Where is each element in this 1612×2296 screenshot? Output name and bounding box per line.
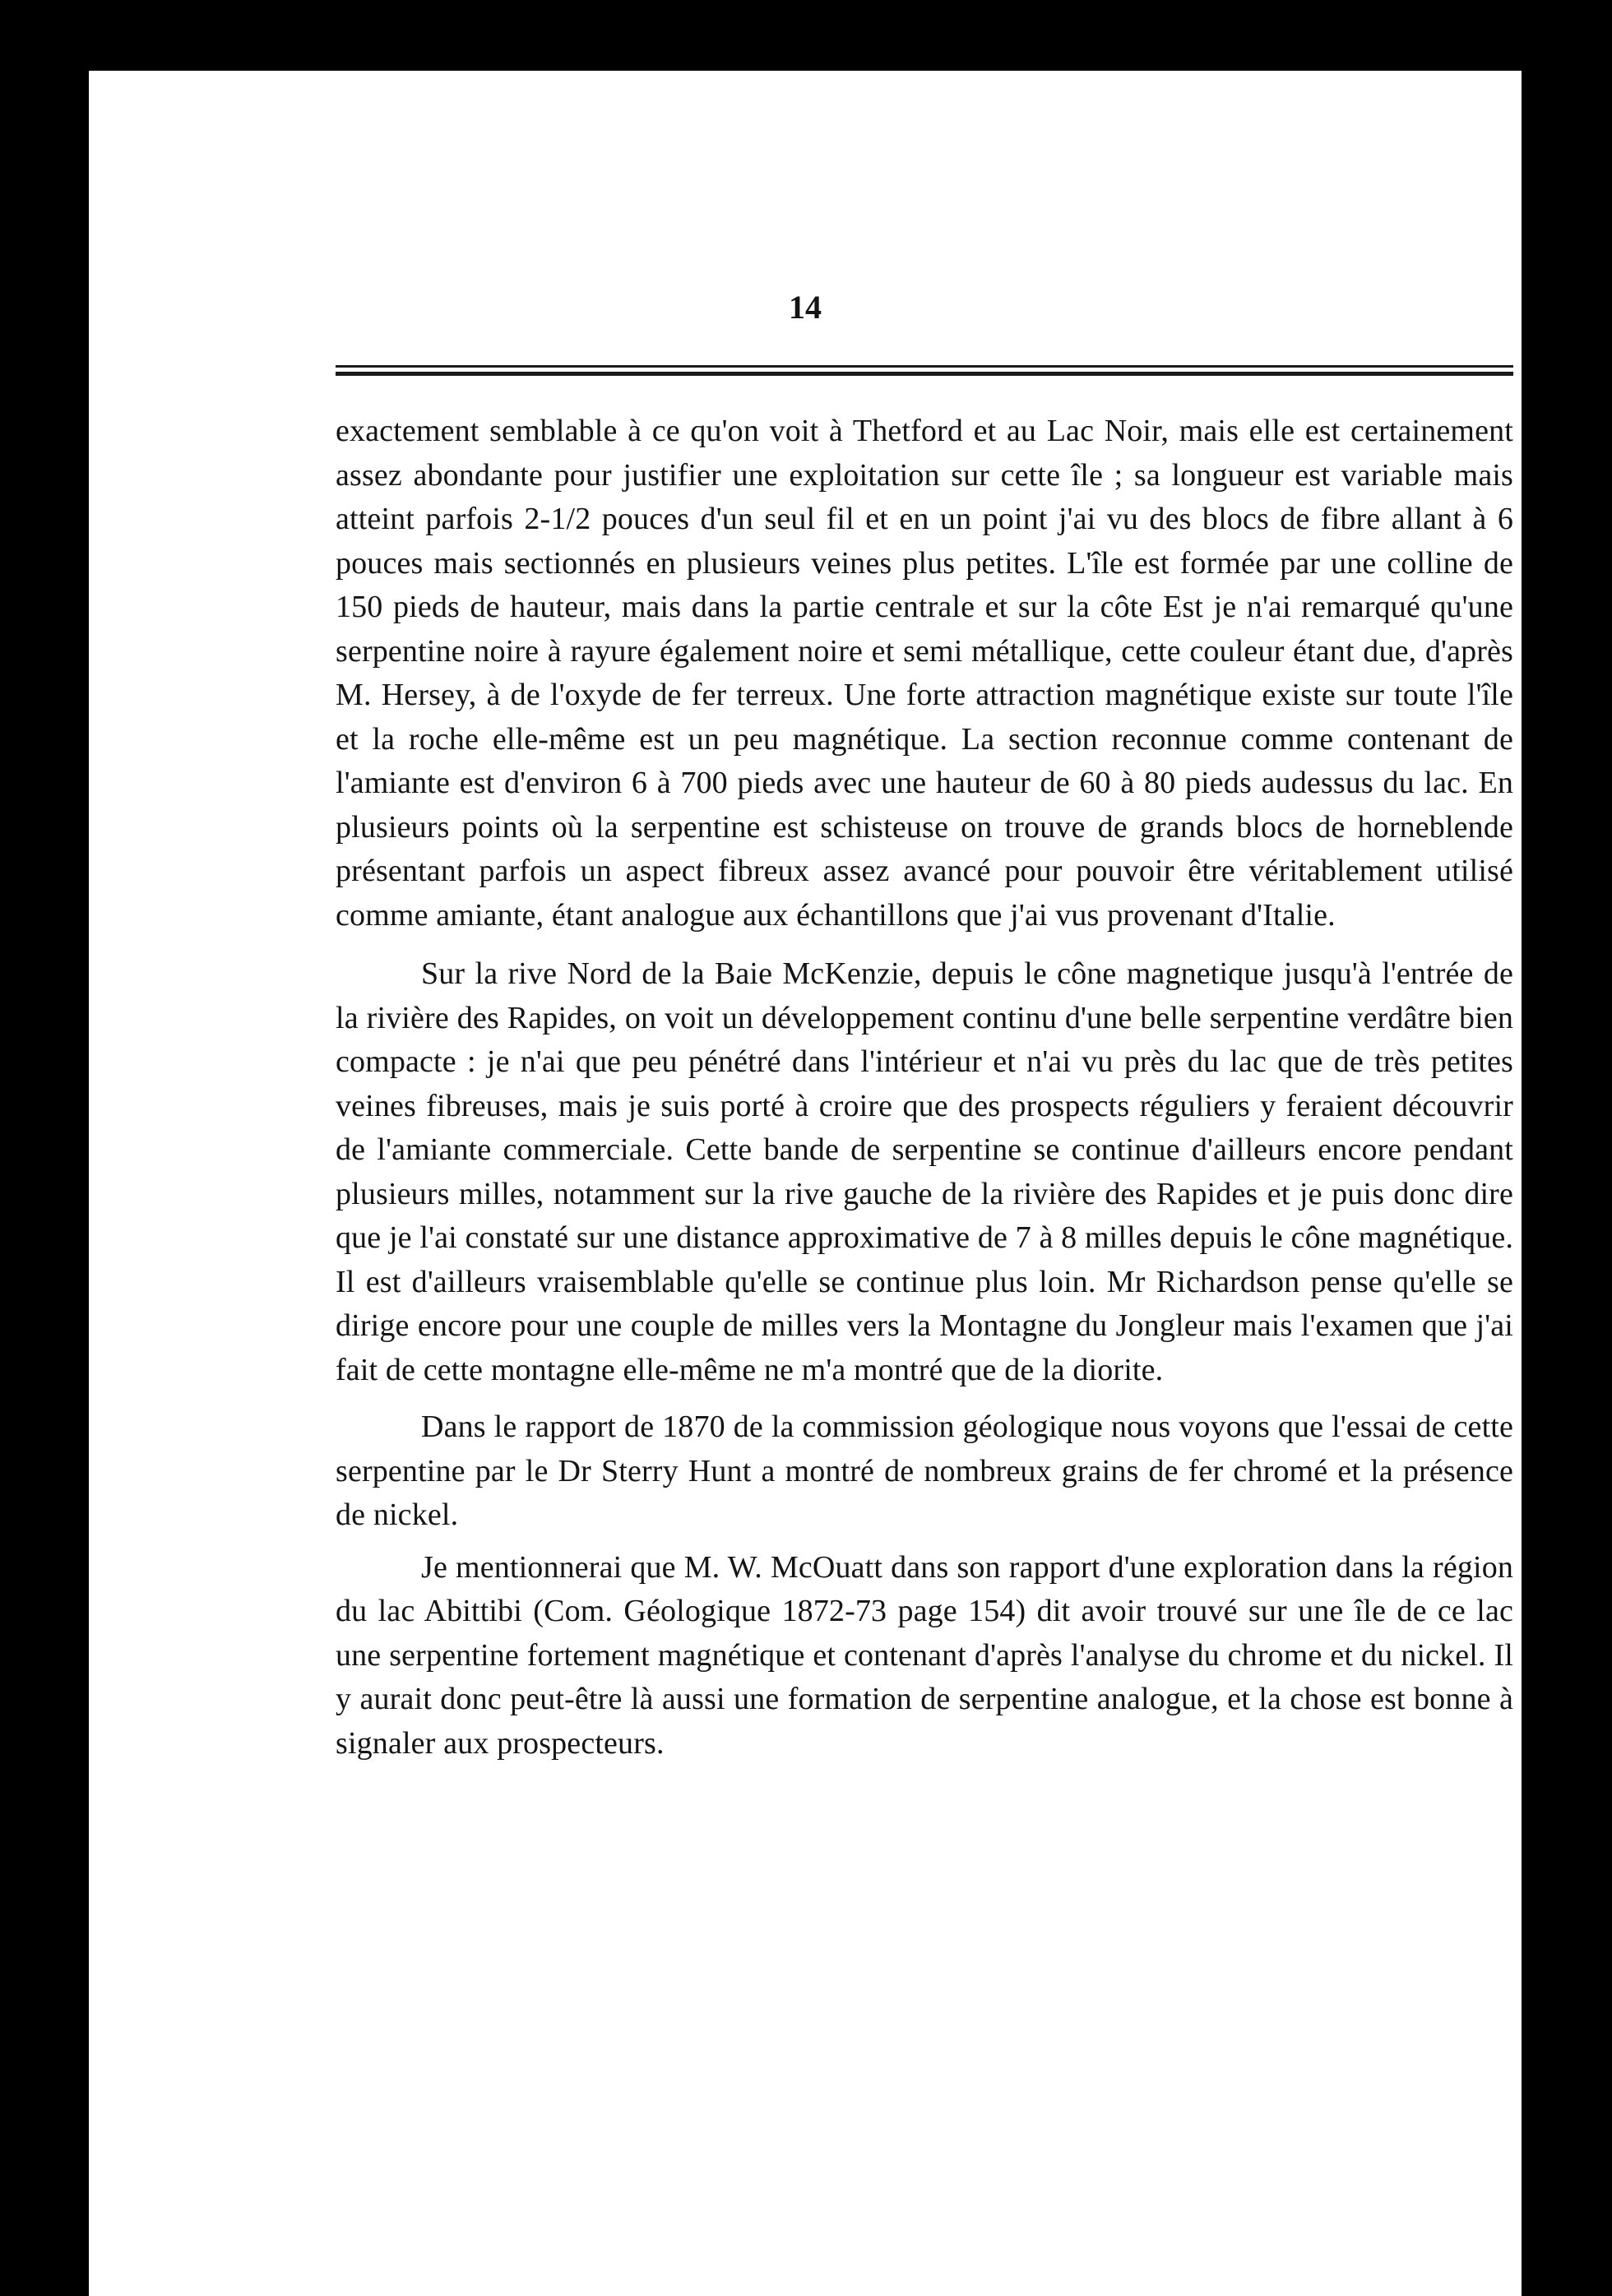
body-text <box>336 410 1513 1766</box>
paragraph-baie-mckenzie: Sur la rive Nord de la Baie McKenzie, depuis le cône magnetique jusqu'à l'entrée de la rivière des Rapides, on voit un développement continu d'une belle serpentine verdâtre bien compacte : je n'ai que peu pénétré dans l'intérieur et n'ai vu près du lac que de très petites veines fibreuses, mais je suis porté à croire que des prospects réguliers y feraient découvrir de l'amiante commerciale. Cette bande de serpentine se continue d'ailleurs encore pendant plusieurs milles, notamment sur la rive gauche de la rivière des Rapides et je puis donc dire que je l'ai constaté sur une distance approximative de 7 à 8 milles depuis le cône magnétique. Il est d'ailleurs vraisemblable qu'elle se continue plus loin. Mr Richardson pense qu'elle se dirige encore pour une couple de milles vers la Montagne du Jongleur mais l'examen que j'ai fait de cette montagne elle-même ne m'a montré que de la diorite. <box>336 956 1513 1387</box>
header-rule-thin <box>336 365 1513 368</box>
page-number: 14 <box>789 289 822 326</box>
document-page <box>89 71 1522 2296</box>
paragraph-mcouatt: Je mentionnerai que M. W. McOuatt dans son rapport d'une exploration dans la région du lac Abittibi (Com. Géologique 1872-73 page 154) dit avoir trouvé sur une île de ce lac une serpentine fortement magnétique et contenant d'après l'analyse du chrome et du nickel. Il y aurait donc peut-être là aussi une formation de serpentine analogue, et la chose est bonne à signaler aux prospecteurs. <box>336 1549 1513 1761</box>
paragraph-rapport-1870: Dans le rapport de 1870 de la commission géologique nous voyons que l'essai de cette serpentine par le Dr Sterry Hunt a montré de nombreux grains de fer chromé et la présence de nickel. <box>336 1410 1513 1532</box>
paragraph-continuation: exactement semblable à ce qu'on voit à Thetford et au Lac Noir, mais elle est certainement assez abondante pour justifier une exploitation sur cette île ; sa longueur est variable mais atteint parfois 2-1/2 pouces d'un seul fil et en un point j'ai vu des blocs de fibre allant à 6 pouces mais sectionnés en plusieurs veines plus petites. L'île est formée par une colline de 150 pieds de hauteur, mais dans la partie centrale et sur la côte Est je n'ai remarqué qu'une serpentine noire à rayure également noire et semi métallique, cette couleur étant due, d'après M. Hersey, à de l'oxyde de fer terreux. Une forte attraction magnétique existe sur toute l'île et la roche elle-même est un peu magnétique. La section reconnue comme contenant de l'amiante est d'environ 6 à 700 pieds avec une hauteur de 60 à 80 pieds audessus du lac. En plusieurs points où la serpentine est schisteuse on trouve de grands blocs de horneblende présentant parfois un aspect fibreux assez avancé pour pouvoir être véritablement utilisé comme amiante, étant analogue aux échantillons que j'ai vus provenant d'Italie. <box>336 414 1513 933</box>
header-rule-thick <box>336 372 1513 376</box>
